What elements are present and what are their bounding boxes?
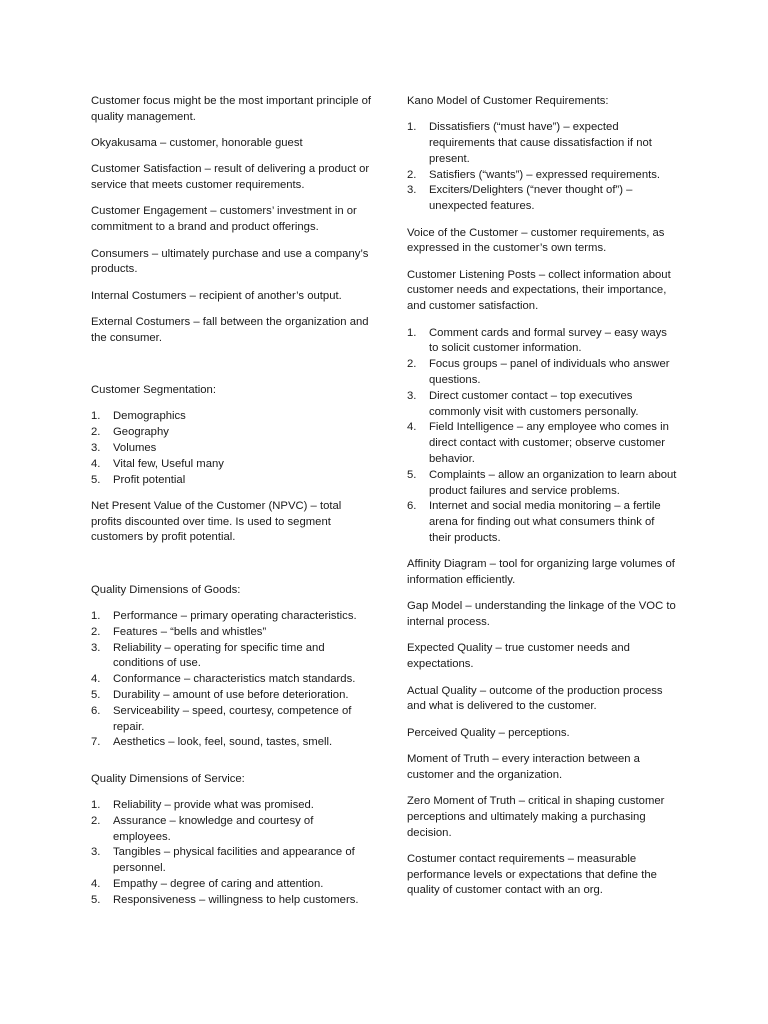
list-item: 4. Conformance – characteristics match standards. bbox=[91, 673, 356, 686]
listening-posts-definition: Customer Listening Posts – collect information about customer needs and expectations, their importance, and customer satisfaction. bbox=[407, 268, 671, 313]
list-item: 2. Satisfiers (“wants”) – expressed requirements. bbox=[407, 168, 661, 181]
list-item: 3. Exciters/Delighters (“never thought of”) – unexpected features. bbox=[407, 184, 633, 213]
okyakusama-definition: Okyakusama – customer, honorable guest bbox=[91, 137, 303, 150]
segmentation-heading: Customer Segmentation: bbox=[91, 384, 216, 397]
list-item: 3. Volumes bbox=[91, 441, 157, 454]
left-column bbox=[91, 94, 373, 919]
goods-list bbox=[91, 609, 373, 751]
list-item: 5. Complaints – allow an organization to learn about product failures and service problems. bbox=[407, 468, 677, 497]
perceived-quality-definition: Perceived Quality – perceptions. bbox=[407, 726, 570, 739]
internal-customers-definition: Internal Costumers – recipient of another’s output. bbox=[91, 289, 342, 302]
expected-quality-definition: Expected Quality – true customer needs and expectations. bbox=[407, 642, 630, 671]
list-item: 1. Dissatisfiers (“must have”) – expected requirements that cause dissatisfaction if not present. bbox=[407, 121, 652, 165]
external-customers-definition: External Costumers – fall between the organization and the consumer. bbox=[91, 315, 369, 344]
list-item: 5. Responsiveness – willingness to help customers. bbox=[91, 893, 359, 906]
kano-heading: Kano Model of Customer Requirements: bbox=[407, 95, 609, 107]
affinity-diagram-definition: Affinity Diagram – tool for organizing large volumes of information efficiently. bbox=[407, 558, 675, 587]
list-item: 3. Tangibles – physical facilities and appearance of personnel. bbox=[91, 846, 355, 875]
list-item: 6. Internet and social media monitoring – a fertile arena for finding out what consumers think of their products. bbox=[407, 500, 661, 544]
list-item: 2. Focus groups – panel of individuals who answer questions. bbox=[407, 358, 670, 386]
service-list bbox=[91, 798, 373, 909]
voc-definition: Voice of the Customer – customer requirements, as expressed in the customer’s own terms. bbox=[407, 226, 665, 255]
list-item: 7. Aesthetics – look, feel, sound, tastes, smell. bbox=[91, 736, 333, 749]
goods-heading: Quality Dimensions of Goods: bbox=[91, 583, 241, 596]
service-heading: Quality Dimensions of Service: bbox=[91, 772, 245, 785]
contact-requirements-definition: Costumer contact requirements – measurable performance levels or expectations that define the quality of customer contact with an org. bbox=[407, 852, 657, 897]
list-item: 3. Reliability – operating for specific time and conditions of use. bbox=[91, 641, 325, 670]
list-item: 5. Durability – amount of use before deterioration. bbox=[91, 689, 349, 702]
list-item: 4. Field Intelligence – any employee who comes in direct contact with customer; observe customer behavior. bbox=[407, 421, 669, 465]
listening-posts-list bbox=[407, 326, 679, 547]
right-column bbox=[407, 94, 679, 910]
list-item: 1. Demographics bbox=[91, 410, 186, 423]
list-item: 1. Comment cards and formal survey – easy ways to solicit customer information. bbox=[407, 326, 667, 355]
list-item: 2. Features – “bells and whistles” bbox=[91, 625, 267, 638]
consumers-definition: Consumers – ultimately purchase and use a company’s products. bbox=[91, 247, 369, 276]
list-item: 1. Performance – primary operating characteristics. bbox=[91, 610, 357, 623]
list-item: 6. Serviceability – speed, courtesy, competence of repair. bbox=[91, 704, 352, 733]
list-item: 2. Assurance – knowledge and courtesy of employees. bbox=[91, 814, 314, 843]
customer-satisfaction-definition: Customer Satisfaction – result of delivering a product or service that meets customer requirements. bbox=[91, 163, 370, 192]
zero-moment-of-truth-definition: Zero Moment of Truth – critical in shaping customer perceptions and ultimately making a purchasing decision. bbox=[407, 794, 665, 839]
list-item: 5. Profit potential bbox=[91, 473, 186, 486]
list-item: 2. Geography bbox=[91, 426, 169, 439]
kano-list bbox=[407, 120, 679, 215]
customer-engagement-definition: Customer Engagement – customers’ investment in or commitment to a brand and product offerings. bbox=[91, 205, 357, 234]
segmentation-list bbox=[91, 409, 373, 488]
gap-model-definition: Gap Model – understanding the linkage of the VOC to internal process. bbox=[407, 600, 676, 629]
intro-paragraph: Customer focus might be the most important principle of quality management. bbox=[91, 95, 372, 123]
list-item: 4. Vital few, Useful many bbox=[91, 457, 224, 470]
npvc-definition: Net Present Value of the Customer (NPVC) – total profits discounted over time. Is used to segment customers by profit potential. bbox=[91, 499, 342, 544]
list-item: 3. Direct customer contact – top executives commonly visit with customers personally. bbox=[407, 389, 639, 418]
list-item: 1. Reliability – provide what was promised. bbox=[91, 799, 314, 811]
actual-quality-definition: Actual Quality – outcome of the production process and what is delivered to the customer. bbox=[407, 684, 663, 713]
list-item: 4. Empathy – degree of caring and attention. bbox=[91, 877, 324, 890]
moment-of-truth-definition: Moment of Truth – every interaction between a customer and the organization. bbox=[407, 752, 640, 781]
